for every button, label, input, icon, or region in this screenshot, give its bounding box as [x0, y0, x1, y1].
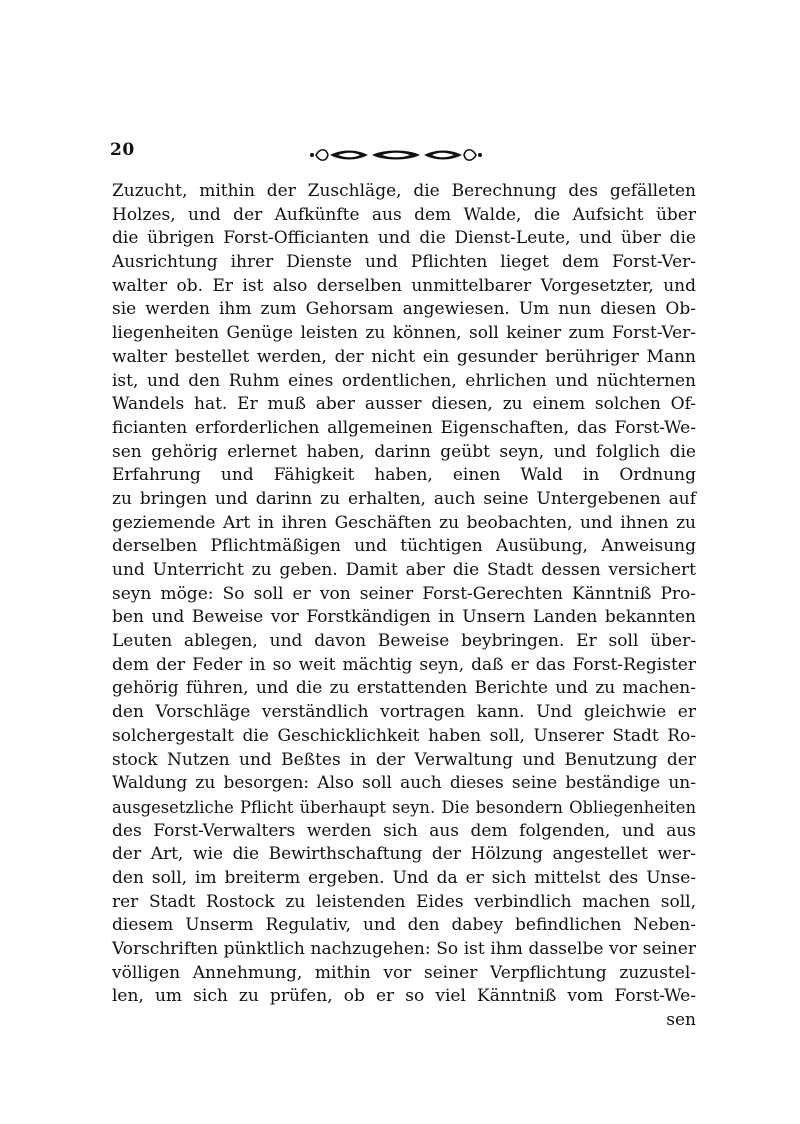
text-line: Holzes, und der Aufkünfte aus dem Walde, die Aufsicht über: [112, 204, 696, 225]
text-line: Leuten ablegen, und davon Beweise beybringen. Er soll über-: [112, 631, 696, 652]
text-line: ist, und den Ruhm eines ordentlichen, ehrlichen und nüchternen: [112, 370, 696, 391]
text-line: den soll, im breiterm ergeben. Und da er sich mittelst des Unse-: [112, 867, 696, 888]
text-line: diesem Unserm Regulativ, und den dabey befindlichen Neben-: [112, 915, 696, 936]
text-line: und Unterricht zu geben. Damit aber die Stadt dessen versichert: [112, 560, 696, 580]
text-line: derselben Pflichtmäßigen und tüchtigen Ausübung, Anweisung: [112, 536, 696, 557]
text-line: der Art, wie die Bewirthschaftung der Hölzung angestellet wer-: [112, 844, 696, 865]
decorative-vignette-icon: [310, 146, 482, 164]
text-line: Waldung zu besorgen: Also soll auch dieses seine beständige un-: [112, 773, 696, 794]
text-line: rer Stadt Rostock zu leistenden Eides verbindlich machen soll,: [112, 891, 696, 912]
text-line: Zuzucht, mithin der Zuschläge, die Berechnung des gefälleten: [112, 181, 696, 201]
catchword: sen: [666, 1010, 696, 1031]
body-text: [112, 180, 696, 1033]
page-number: 20: [110, 140, 135, 160]
text-line: stock Nutzen und Beßtes in der Verwaltung und Benutzung der: [112, 749, 696, 770]
text-line: ficianten erforderlichen allgemeinen Eigenschaften, das Forst-We-: [112, 417, 696, 438]
text-line: Vorschriften pünktlich nachzugehen: So ist ihm dasselbe vor seiner: [112, 939, 696, 959]
text-line: solchergestalt die Geschicklichkeit haben soll, Unserer Stadt Ro-: [112, 725, 696, 746]
text-line: dem der Feder in so weit mächtig seyn, daß er das Forst-Register: [112, 654, 696, 675]
text-line: gehörig führen, und die zu erstattenden Berichte und zu machen-: [112, 678, 696, 699]
text-line: geziemende Art in ihren Geschäften zu beobachten, und ihnen zu: [112, 512, 696, 533]
text-line: Ausrichtung ihrer Dienste und Pflichten lieget dem Forst-Ver-: [112, 252, 696, 273]
text-line: walter bestellet werden, der nicht ein gesunder berühriger Mann: [112, 346, 696, 367]
text-line: ben und Beweise vor Forstkändigen in Unsern Landen bekannten: [112, 607, 696, 628]
text-line: zu bringen und darinn zu erhalten, auch seine Untergebenen auf: [112, 488, 696, 509]
text-line: die übrigen Forst-Officianten und die Dienst-Leute, und über die: [112, 228, 696, 249]
text-line: liegenheiten Genüge leisten zu können, soll keiner zum Forst-Ver-: [112, 323, 696, 344]
text-line: Wandels hat. Er muß aber ausser diesen, zu einem solchen Of-: [112, 394, 696, 415]
text-line: walter ob. Er ist also derselben unmittelbarer Vorgesetzter, und: [112, 275, 696, 296]
text-line: sen gehörig erlernet haben, darinn geübt seyn, und folglich die: [112, 441, 696, 462]
text-line: völligen Annehmung, mithin vor seiner Verpflichtung zuzustel-: [112, 962, 696, 983]
text-line: Erfahrung und Fähigkeit haben, einen Wald in Ordnung: [112, 465, 696, 486]
text-line: len, um sich zu prüfen, ob er so viel Känntniß vom Forst-We-: [112, 986, 696, 1007]
text-line: seyn möge: So soll er von seiner Forst-Gerechten Känntniß Pro-: [112, 583, 696, 604]
text-line: des Forst-Verwalters werden sich aus dem folgenden, und aus: [112, 820, 696, 841]
text-line: ausgesetzliche Pflicht überhaupt seyn. Die besondern Obliegenheiten: [112, 797, 696, 817]
text-line: den Vorschläge verständlich vortragen kann. Und gleichwie er: [112, 702, 696, 723]
text-line: sie werden ihm zum Gehorsam angewiesen. Um nun diesen Ob-: [112, 299, 696, 320]
page-header: [110, 140, 490, 170]
